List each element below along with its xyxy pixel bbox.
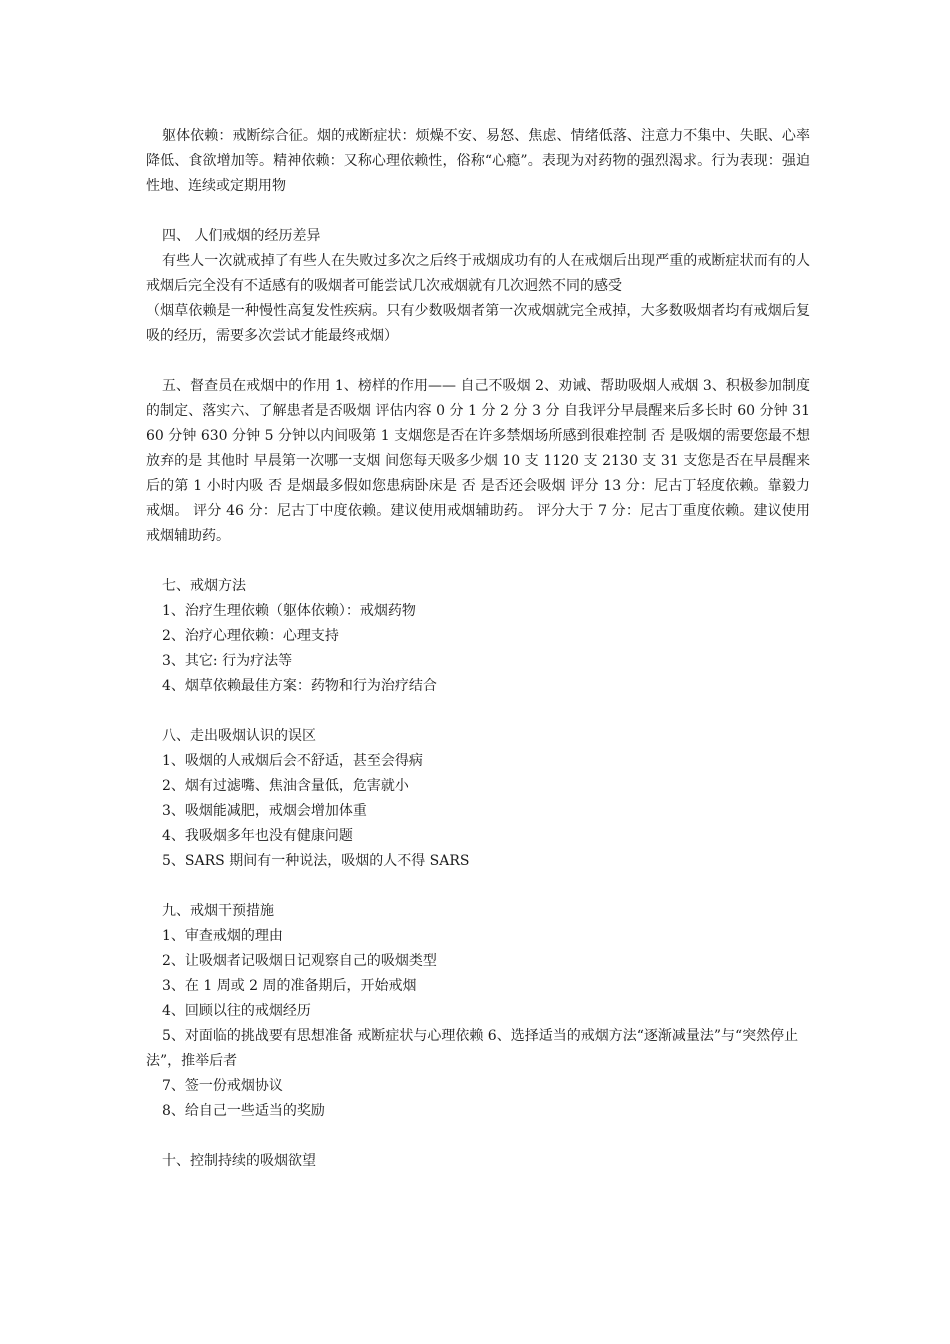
section-8-heading: 八、走出吸烟认识的误区: [162, 728, 316, 744]
section-4-paragraph: 有些人一次就戒掉了有些人在失败过多次之后终于戒烟成功有的人在戒烟后出现严重的戒断症状而有的人戒烟后完全没有不适感有的吸烟者可能尝试几次戒烟就有几次迥然不同的感受: [146, 253, 810, 294]
spacer: [146, 699, 810, 724]
spacer: [146, 349, 810, 374]
list-item: 1、吸烟的人戒烟后会不舒适，甚至会得病: [162, 753, 423, 769]
document-body: [146, 124, 810, 1174]
spacer: [146, 199, 810, 224]
list-item: 1、审查戒烟的理由: [162, 928, 283, 944]
dependence-paragraph: 躯体依赖：戒断综合征。烟的戒断症状：烦燥不安、易怒、焦虑、情绪低落、注意力不集中、失眠、心率降低、食欲增加等。精神依赖：又称心理依赖性，俗称“心瘾”。表现为对药物的强烈渴求。行为表现：强迫性地、连续或定期用物: [146, 128, 810, 194]
spacer: [146, 549, 810, 574]
section-4-heading: 四、 人们戒烟的经历差异: [162, 228, 321, 244]
list-item: 2、让吸烟者记吸烟日记观察自己的吸烟类型: [162, 953, 437, 969]
section-5-paragraph: 五、督查员在戒烟中的作用 1、榜样的作用—— 自己不吸烟 2、劝诫、帮助吸烟人戒烟 3、积极参加制度的制定、落实六、了解患者是否吸烟 评估内容 0 分 1 分 2 分 3 分 自我评分早晨醒来后多长时 60 分钟 3160 分钟 630 分钟 5 分钟以内间吸第 1 支烟您是否在许多禁烟场所感到很难控制 否 是吸烟的需要您最不想放弃的是 其他时 早晨第一次哪一支烟 间您每天吸多少烟 10 支 1120 支 2130 支 31 支您是否在早晨醒来后的第 1 小时内吸 否 是烟最多假如您患病卧床是 否 是否还会吸烟 评分 13 分：尼古丁轻度依赖。靠毅力戒烟。 评分 46 分：尼古丁中度依赖。建议使用戒烟辅助药。 评分大于 7 分：尼古丁重度依赖。建议使用戒烟辅助药。: [146, 378, 810, 544]
list-item: 3、其它: 行为疗法等: [162, 653, 293, 669]
spacer: [146, 1124, 810, 1149]
spacer: [146, 874, 810, 899]
list-item: 4、烟草依赖最佳方案：药物和行为治疗结合: [162, 678, 437, 694]
list-item: 2、烟有过滤嘴、焦油含量低，危害就小: [162, 778, 409, 794]
list-item: 3、吸烟能减肥，戒烟会增加体重: [162, 803, 367, 819]
list-item: 7、签一份戒烟协议: [162, 1078, 283, 1094]
list-item: 1、治疗生理依赖（躯体依赖）：戒烟药物: [162, 603, 416, 619]
section-4-note: （烟草依赖是一种慢性高复发性疾病。只有少数吸烟者第一次戒烟就完全戒掉，大多数吸烟者均有戒烟后复吸的经历，需要多次尝试才能最终戒烟）: [146, 303, 810, 344]
list-item: 4、我吸烟多年也没有健康问题: [162, 828, 353, 844]
section-9-heading: 九、戒烟干预措施: [162, 903, 274, 919]
list-item: 5、对面临的挑战要有思想准备 戒断症状与心理依赖 6、选择适当的戒烟方法“逐渐减量法”与“突然停止法”，推举后者: [146, 1028, 799, 1069]
list-item: 8、给自己一些适当的奖励: [162, 1103, 325, 1119]
list-item: 4、回顾以往的戒烟经历: [162, 1003, 311, 1019]
list-item: 5、SARS 期间有一种说法，吸烟的人不得 SARS: [162, 853, 470, 869]
section-7-heading: 七、戒烟方法: [162, 578, 246, 594]
list-item: 3、在 1 周或 2 周的准备期后，开始戒烟: [162, 978, 417, 994]
section-10-heading: 十、控制持续的吸烟欲望: [162, 1153, 316, 1169]
list-item: 2、治疗心理依赖：心理支持: [162, 628, 339, 644]
